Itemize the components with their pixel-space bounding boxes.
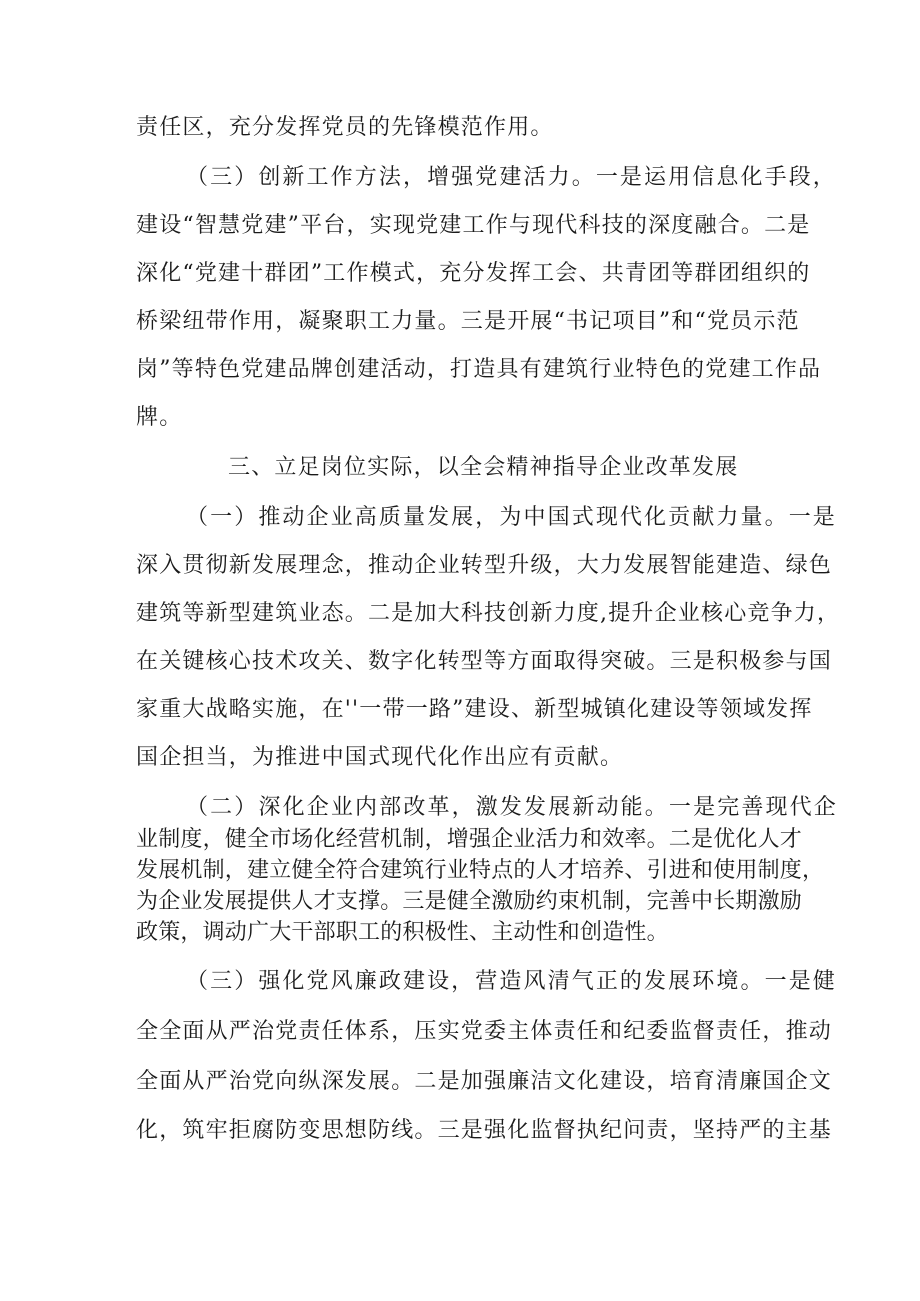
paragraph-line: 建筑等新型建筑业态。二是加大科技创新力度,提升企业核心竞争力，: [136, 601, 841, 626]
paragraph-line: 家重大战略实施，在''一带一路”建设、新型城镇化建设等领域发挥: [136, 697, 813, 722]
paragraph-line: 牌。: [136, 405, 183, 430]
paragraph-line: 在关键核心技术攻关、数字化转型等方面取得突破。三是积极参与国: [136, 649, 833, 674]
paragraph-line: （二）深化企业内部改革，激发发展新动能。一是完善现代企: [186, 795, 836, 820]
paragraph-line: 发展机制，建立健全符合建筑行业特点的人才培养、引进和使用制度，: [136, 858, 825, 883]
paragraph-line: （三）强化党风廉政建设，营造风清气正的发展环境。一是健: [186, 969, 836, 994]
paragraph-line: 业制度，健全市场化经营机制，增强企业活力和效率。二是优化人才: [136, 827, 803, 852]
paragraph-line: 桥梁纽带作用，凝聚职工力量。三是开展“书记项目”和“党员示范: [136, 309, 800, 334]
paragraph-line: 深化“党建十群团”工作模式，充分发挥工会、共青团等群团组织的: [136, 261, 811, 286]
paragraph-line: 政策，调动广大干部职工的积极性、主动性和创造性。: [136, 920, 669, 945]
paragraph-line: 全全面从严治党责任体系，压实党委主体责任和纪委监督责任，推动: [136, 1019, 833, 1044]
paragraph-line: 国企担当，为推进中国式现代化作出应有贡献。: [136, 745, 624, 770]
paragraph-line: 岗”等特色党建品牌创建活动，打造具有建筑行业特色的党建工作品: [136, 357, 822, 382]
paragraph-line: 责任区，充分发挥党员的先锋模范作用。: [136, 115, 554, 140]
section-heading: 三、立足岗位实际，以全会精神指导企业改革发展: [228, 455, 739, 480]
paragraph-line: 建设“智慧党建”平台，实现党建工作与现代科技的深度融合。二是: [136, 213, 811, 238]
paragraph-line: 全面从严治党向纵深发展。二是加强廉洁文化建设，培育清廉国企文: [136, 1069, 833, 1094]
paragraph-line: （三）创新工作方法，增强党建活力。一是运用信息化手段，: [186, 165, 836, 190]
paragraph-line: 化，筑牢拒腐防变思想防线。三是强化监督执纪问责，坚持严的主基: [136, 1118, 833, 1143]
paragraph-line: 为企业发展提供人才支撑。三是健全激励约束机制，完善中长期激励: [136, 889, 803, 914]
paragraph-line: （一）推动企业高质量发展，为中国式现代化贡献力量。一是: [186, 505, 836, 530]
paragraph-line: 深入贯彻新发展理念，推动企业转型升级，大力发展智能建造、绿色: [136, 553, 833, 578]
